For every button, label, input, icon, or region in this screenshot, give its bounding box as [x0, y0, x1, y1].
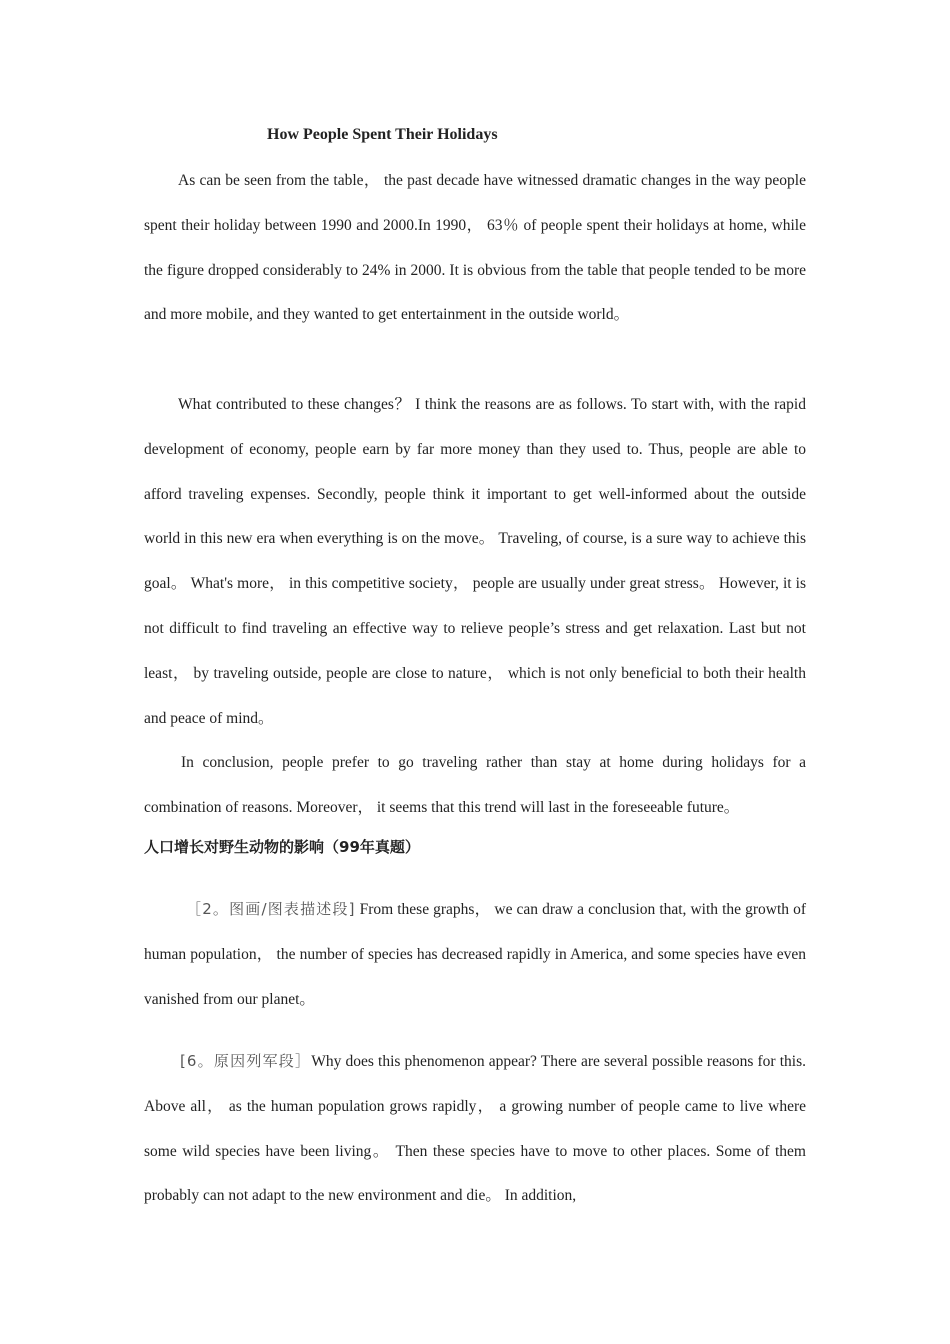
essay1-paragraph-3: In conclusion, people prefer to go traveling rather than stay at home during holidays for a combination of reasons. Moreover， it seems that this trend will last in the foreseeable future。: [144, 754, 806, 816]
paragraph-marker: [6。原因列军段］: [180, 1052, 312, 1070]
essay2-heading: 人口增长对野生动物的影响（99年真题）: [144, 838, 420, 856]
essay2-paragraph-2-text: Why does this phenomenon appear? There are several possible reasons for this. Above all， as the human population grows rapidly， a growing number of people came to live where some wild species have been living。 Then these species have to move to other places. Some of them probably can not adapt to the new environment and die。 In addition,: [144, 1053, 806, 1205]
essay2-paragraph-1: [144, 887, 806, 1022]
paragraph-marker: ［2。图画/图表描述段]: [186, 900, 356, 918]
essay1-paragraph-2: What contributed to these changes？ I think the reasons are as follows. To start with, with the rapid development of economy, people earn by far more money than they used to. Thus, people are able to afford traveling expenses. Secondly, people think it important to get well-informed about the outside world in this new era when everything is on the move。 Traveling, of course, is a sure way to achieve this goal。 What's more， in this competitive society， people are usually under great stress。 However, it is not difficult to find traveling an effective way to relieve people’s stress and get relaxation. Last but not least， by traveling outside, people are close to nature， which is not only beneficial to both their health and peace of mind。: [144, 396, 806, 727]
essay-title: How People Spent Their Holidays: [267, 126, 498, 143]
essay1-paragraph-1: As can be seen from the table， the past decade have witnessed dramatic changes in the way people spent their holiday between 1990 and 2000.In 1990， 63％ of people spent their holidays at home, while the figure dropped considerably to 24% in 2000. It is obvious from the table that people tended to be more and more mobile, and they wanted to get entertainment in the outside world。: [144, 172, 806, 324]
essay2-paragraph-1-text: From these graphs， we can draw a conclusion that, with the growth of human population， the number of species has decreased rapidly in America, and some species have even vanished from our planet。: [144, 901, 806, 1008]
essay2-paragraph-2: [144, 1039, 806, 1219]
